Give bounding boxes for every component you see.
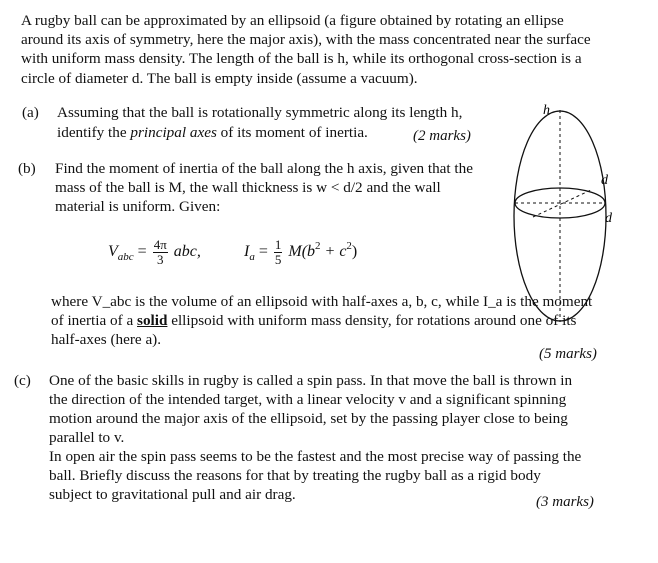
part-b-line-2: mass of the ball is M, the wall thickness is w < d/2 and the wall bbox=[55, 179, 441, 196]
principal-axes-term: principal axes bbox=[130, 124, 217, 141]
part-c-line-7: subject to gravitational pull and air drag. bbox=[49, 486, 296, 503]
ellipsoid-figure bbox=[505, 100, 625, 335]
part-b-label: (b) bbox=[18, 160, 36, 177]
part-a-line-1: Assuming that the ball is rotationally symmetric along its length h, bbox=[57, 104, 463, 121]
part-a-marks: (2 marks) bbox=[413, 128, 471, 144]
intro-line-4: circle of diameter d. The ball is empty inside (assume a vacuum). bbox=[21, 70, 418, 87]
part-c-label: (c) bbox=[14, 372, 31, 389]
part-a-line-2: identify the principal axes of its moment of inertia. bbox=[57, 124, 368, 141]
label-d-side: d bbox=[605, 211, 612, 226]
inertia-formula: $I_a$ = $\frac{1}{5}$ $M(b^2 + c^2)$ bbox=[244, 237, 358, 267]
part-a-label: (a) bbox=[22, 104, 39, 121]
intro-line-1: A rugby ball can be approximated by an ellipsoid (a figure obtained by rotating an ellipse bbox=[21, 12, 564, 29]
part-b-marks: (5 marks) bbox=[539, 346, 597, 362]
label-d-top: d bbox=[601, 173, 608, 188]
part-b-line-3: material is uniform. Given: bbox=[55, 198, 221, 215]
intro-line-2: around its axis of symmetry, here the major axis), with the mass concentrated near the surface bbox=[21, 31, 591, 48]
intro-line-3: with uniform mass density. The length of the ball is h, while its orthogonal cross-section is a bbox=[21, 50, 582, 67]
part-c-line-3: motion around the major axis of the ellipsoid, set by the passing player close to being bbox=[49, 410, 568, 427]
where-line-3: half-axes (here a). bbox=[51, 331, 162, 348]
where-line-2: of inertia of a solid ellipsoid with uniform mass density, for rotations around one of its bbox=[51, 312, 577, 329]
part-c-line-6: ball. Briefly discuss the reasons for that by treating the rugby ball as a rigid body bbox=[49, 467, 541, 484]
part-c-line-5: In open air the spin pass seems to be the fastest and the most precise way of passing the bbox=[49, 448, 582, 465]
label-h: h bbox=[543, 103, 550, 118]
cross-section-front bbox=[515, 203, 605, 218]
solid-term: solid bbox=[137, 312, 168, 329]
part-c-line-4: parallel to v. bbox=[49, 429, 125, 446]
part-c-line-2: the direction of the intended target, with a linear velocity v and a significant spinning bbox=[49, 391, 567, 408]
part-c-line-1: One of the basic skills in rugby is called a spin pass. In that move the ball is thrown in bbox=[49, 372, 573, 389]
where-line-1: where V_abc is the volume of an ellipsoid with half-axes a, b, c, while I_a is the moment bbox=[51, 293, 593, 310]
volume-formula: $V_{abc}$ = $\frac{4\pi}{3}$ abc, bbox=[108, 237, 201, 267]
part-c-marks: (3 marks) bbox=[536, 494, 594, 510]
part-b-line-1: Find the moment of inertia of the ball along the h axis, given that the bbox=[55, 160, 473, 177]
